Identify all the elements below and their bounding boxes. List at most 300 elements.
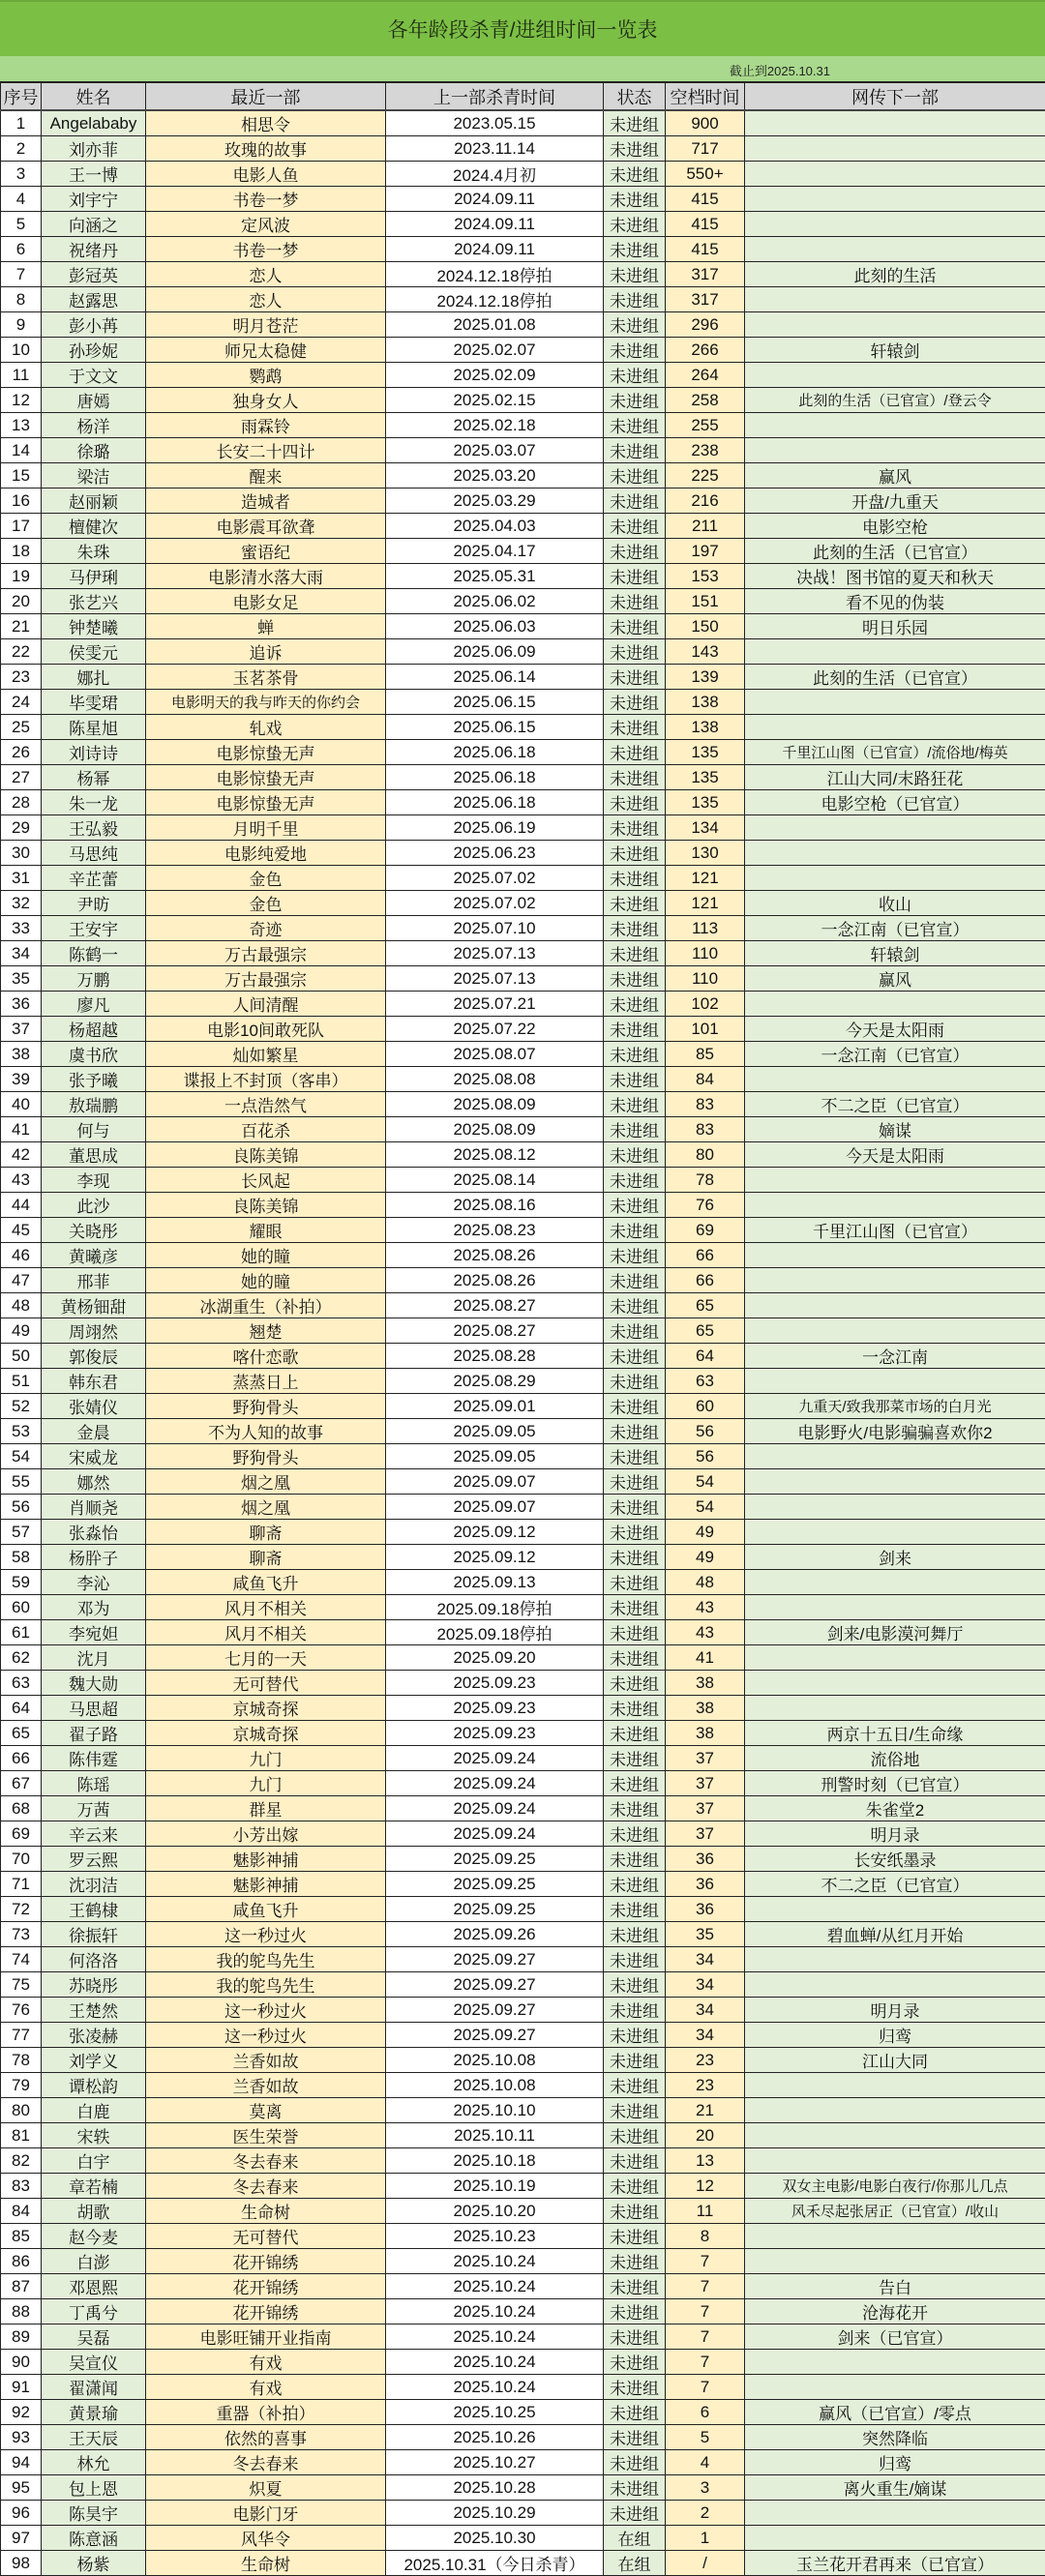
- cell-recent-work: 无可替代: [146, 1671, 386, 1696]
- cell-recent-work: 蝉: [146, 614, 386, 639]
- cell-seq: 70: [1, 1847, 42, 1872]
- cell-seq: 38: [1, 1042, 42, 1067]
- cell-gap-days: 38: [666, 1721, 745, 1746]
- cell-recent-work: 电影旺铺开业指南: [146, 2324, 386, 2350]
- cell-wrap-date: 2025.08.07: [386, 1042, 604, 1067]
- cell-name: 金晨: [42, 1419, 146, 1444]
- cell-status: 未进组: [604, 110, 666, 136]
- cell-status: 未进组: [604, 2048, 666, 2073]
- cell-next-work: 剑来/电影漠河舞厅: [745, 1620, 1045, 1645]
- cell-next-work: 朱雀堂2: [745, 1796, 1045, 1821]
- cell-recent-work: 风月不相关: [146, 1595, 386, 1620]
- cell-gap-days: 121: [666, 891, 745, 916]
- cell-gap-days: /: [666, 2551, 745, 2576]
- cell-gap-days: 110: [666, 941, 745, 966]
- cell-name: 于文文: [42, 363, 146, 388]
- cell-next-work: [745, 1318, 1045, 1344]
- cell-status: 未进组: [604, 1947, 666, 1972]
- cell-next-work: 沧海花开: [745, 2299, 1045, 2324]
- cell-status: 未进组: [604, 1972, 666, 1998]
- cell-status: 未进组: [604, 1369, 666, 1394]
- cell-wrap-date: 2025.09.23: [386, 1721, 604, 1746]
- table-row: [1, 916, 1045, 941]
- cell-wrap-date: 2025.07.21: [386, 992, 604, 1017]
- cell-next-work: 离火重生/嫡谋: [745, 2475, 1045, 2501]
- cell-recent-work: 冬去春来: [146, 2148, 386, 2174]
- cell-next-work: 一念江南: [745, 1344, 1045, 1369]
- cell-recent-work: 烟之凰: [146, 1469, 386, 1495]
- cell-gap-days: 296: [666, 312, 745, 338]
- cell-name: 万茜: [42, 1796, 146, 1821]
- cell-name: 侯雯元: [42, 639, 146, 665]
- cell-gap-days: 23: [666, 2073, 745, 2098]
- cell-recent-work: 追诉: [146, 639, 386, 665]
- cell-recent-work: 咸鱼飞升: [146, 1897, 386, 1922]
- cell-status: 未进组: [604, 388, 666, 413]
- cell-name: 苏晓彤: [42, 1972, 146, 1998]
- cell-recent-work: 独身女人: [146, 388, 386, 413]
- cell-recent-work: 电影纯爱地: [146, 841, 386, 866]
- cell-recent-work: 喀什恋歌: [146, 1344, 386, 1369]
- cell-wrap-date: 2025.09.01: [386, 1394, 604, 1419]
- cell-recent-work: 七月的一天: [146, 1645, 386, 1671]
- cell-wrap-date: 2025.06.03: [386, 614, 604, 639]
- cell-next-work: 流俗地: [745, 1746, 1045, 1771]
- cell-wrap-date: 2024.12.18停拍: [386, 262, 604, 287]
- cell-status: 未进组: [604, 1696, 666, 1721]
- cell-seq: 98: [1, 2551, 42, 2576]
- cell-seq: 3: [1, 162, 42, 187]
- cell-name: 徐璐: [42, 438, 146, 463]
- cell-seq: 60: [1, 1595, 42, 1620]
- schedule-table: [0, 81, 1045, 2576]
- cell-gap-days: 238: [666, 438, 745, 463]
- cell-next-work: 轩辕剑: [745, 338, 1045, 363]
- cell-gap-days: 7: [666, 2274, 745, 2299]
- cell-recent-work: 书卷一梦: [146, 237, 386, 262]
- cell-gap-days: 43: [666, 1595, 745, 1620]
- cell-next-work: 风禾尽起张居正（已官宣）/收山: [745, 2199, 1045, 2224]
- cell-gap-days: 135: [666, 765, 745, 790]
- cell-next-work: [745, 992, 1045, 1017]
- cell-name: 娜然: [42, 1469, 146, 1495]
- cell-name: 白澎: [42, 2249, 146, 2274]
- cell-status: 未进组: [604, 237, 666, 262]
- cell-gap-days: 153: [666, 564, 745, 589]
- cell-next-work: [745, 136, 1045, 162]
- table-row: [1, 690, 1045, 715]
- cell-seq: 18: [1, 539, 42, 564]
- cell-seq: 51: [1, 1369, 42, 1394]
- cell-next-work: [745, 2375, 1045, 2400]
- cell-wrap-date: 2025.10.11: [386, 2123, 604, 2148]
- cell-wrap-date: 2024.09.11: [386, 212, 604, 237]
- cell-recent-work: 电影人鱼: [146, 162, 386, 187]
- cell-recent-work: 花开锦绣: [146, 2249, 386, 2274]
- cell-gap-days: 317: [666, 287, 745, 312]
- table-row: [1, 1671, 1045, 1696]
- cell-recent-work: 兰香如故: [146, 2048, 386, 2073]
- cell-seq: 55: [1, 1469, 42, 1495]
- table-row: [1, 1947, 1045, 1972]
- cell-gap-days: 900: [666, 110, 745, 136]
- cell-seq: 73: [1, 1922, 42, 1947]
- cell-wrap-date: 2025.08.28: [386, 1344, 604, 1369]
- cell-seq: 1: [1, 110, 42, 136]
- cell-name: 关晓彤: [42, 1218, 146, 1243]
- cell-name: 董思成: [42, 1142, 146, 1168]
- cell-next-work: [745, 1520, 1045, 1545]
- cell-gap-days: 415: [666, 212, 745, 237]
- table-row: [1, 1142, 1045, 1168]
- cell-name: 刘学义: [42, 2048, 146, 2073]
- cell-status: 未进组: [604, 1545, 666, 1570]
- cell-gap-days: 135: [666, 790, 745, 815]
- cell-gap-days: 12: [666, 2174, 745, 2199]
- cell-name: 赵今麦: [42, 2224, 146, 2249]
- cell-seq: 6: [1, 237, 42, 262]
- cell-recent-work: 电影明天的我与昨天的你约会: [146, 690, 386, 715]
- cell-wrap-date: 2025.08.09: [386, 1117, 604, 1142]
- cell-next-work: [745, 1268, 1045, 1293]
- cell-gap-days: 78: [666, 1168, 745, 1193]
- cell-recent-work: 良陈美锦: [146, 1193, 386, 1218]
- cell-gap-days: 8: [666, 2224, 745, 2249]
- cell-seq: 56: [1, 1495, 42, 1520]
- cell-wrap-date: 2025.06.09: [386, 639, 604, 665]
- cell-gap-days: 36: [666, 1847, 745, 1872]
- cell-recent-work: 有戏: [146, 2375, 386, 2400]
- table-row: [1, 438, 1045, 463]
- cell-seq: 72: [1, 1897, 42, 1922]
- cell-recent-work: 聊斋: [146, 1545, 386, 1570]
- cell-gap-days: 6: [666, 2400, 745, 2425]
- table-row: [1, 1696, 1045, 1721]
- cell-status: 未进组: [604, 2274, 666, 2299]
- cell-wrap-date: 2025.06.15: [386, 690, 604, 715]
- cell-recent-work: 玫瑰的故事: [146, 136, 386, 162]
- cell-wrap-date: 2025.09.25: [386, 1897, 604, 1922]
- table-row: [1, 2098, 1045, 2123]
- cell-status: 未进组: [604, 564, 666, 589]
- cell-wrap-date: 2025.06.19: [386, 815, 604, 841]
- cell-recent-work: 我的鸵鸟先生: [146, 1972, 386, 1998]
- table-row: [1, 2425, 1045, 2450]
- cell-wrap-date: 2025.09.26: [386, 1922, 604, 1947]
- cell-wrap-date: 2025.09.18停拍: [386, 1595, 604, 1620]
- cell-next-work: 轩辕剑: [745, 941, 1045, 966]
- cell-next-work: [745, 237, 1045, 262]
- cell-recent-work: 恋人: [146, 262, 386, 287]
- cell-gap-days: 7: [666, 2375, 745, 2400]
- cell-name: 杨超越: [42, 1017, 146, 1042]
- cell-wrap-date: 2025.09.24: [386, 1796, 604, 1821]
- cell-gap-days: 717: [666, 136, 745, 162]
- cell-gap-days: 7: [666, 2324, 745, 2350]
- cell-recent-work: 电影惊蛰无声: [146, 740, 386, 765]
- cell-seq: 52: [1, 1394, 42, 1419]
- table-row: [1, 363, 1045, 388]
- table-row: [1, 2274, 1045, 2299]
- cell-wrap-date: 2025.03.29: [386, 489, 604, 514]
- cell-seq: 83: [1, 2174, 42, 2199]
- cell-name: 黄杨钿甜: [42, 1293, 146, 1318]
- cell-status: 未进组: [604, 2073, 666, 2098]
- cell-gap-days: 101: [666, 1017, 745, 1042]
- cell-seq: 30: [1, 841, 42, 866]
- cell-gap-days: 85: [666, 1042, 745, 1067]
- cell-gap-days: 66: [666, 1243, 745, 1268]
- table-row: [1, 312, 1045, 338]
- cell-next-work: 赢风（已官宣）/零点: [745, 2400, 1045, 2425]
- cell-wrap-date: 2025.09.05: [386, 1419, 604, 1444]
- cell-seq: 67: [1, 1771, 42, 1796]
- cell-seq: 4: [1, 187, 42, 212]
- table-row: [1, 489, 1045, 514]
- cell-status: 未进组: [604, 1243, 666, 1268]
- cell-next-work: 玉兰花开君再来（已官宣）: [745, 2551, 1045, 2576]
- cell-recent-work: 灿如繁星: [146, 1042, 386, 1067]
- cell-status: 未进组: [604, 2199, 666, 2224]
- cell-wrap-date: 2025.09.23: [386, 1696, 604, 1721]
- cell-wrap-date: 2025.09.12: [386, 1520, 604, 1545]
- cell-status: 未进组: [604, 1595, 666, 1620]
- cell-recent-work: 九门: [146, 1771, 386, 1796]
- cell-seq: 47: [1, 1268, 42, 1293]
- cell-seq: 74: [1, 1947, 42, 1972]
- cell-gap-days: 139: [666, 665, 745, 690]
- cell-gap-days: 264: [666, 363, 745, 388]
- cell-status: 未进组: [604, 614, 666, 639]
- cell-status: 未进组: [604, 262, 666, 287]
- cell-next-work: [745, 639, 1045, 665]
- cell-seq: 23: [1, 665, 42, 690]
- cell-status: 未进组: [604, 1671, 666, 1696]
- cell-name: 王一博: [42, 162, 146, 187]
- cell-next-work: 突然降临: [745, 2425, 1045, 2450]
- cell-status: 未进组: [604, 2123, 666, 2148]
- cell-name: 刘亦菲: [42, 136, 146, 162]
- cell-seq: 97: [1, 2526, 42, 2551]
- cell-seq: 48: [1, 1293, 42, 1318]
- cell-seq: 69: [1, 1821, 42, 1847]
- cell-status: 未进组: [604, 2299, 666, 2324]
- cell-next-work: [745, 212, 1045, 237]
- cell-status: 未进组: [604, 1318, 666, 1344]
- cell-wrap-date: 2025.10.24: [386, 2350, 604, 2375]
- cell-status: 未进组: [604, 312, 666, 338]
- cell-seq: 11: [1, 363, 42, 388]
- cell-next-work: [745, 1193, 1045, 1218]
- cell-wrap-date: 2025.10.24: [386, 2375, 604, 2400]
- cell-recent-work: 良陈美锦: [146, 1142, 386, 1168]
- cell-status: 未进组: [604, 514, 666, 539]
- cell-wrap-date: 2025.06.18: [386, 790, 604, 815]
- cell-status: 未进组: [604, 1796, 666, 1821]
- cell-status: 未进组: [604, 2249, 666, 2274]
- cell-next-work: [745, 1444, 1045, 1469]
- cell-gap-days: 550+: [666, 162, 745, 187]
- table-row: [1, 1117, 1045, 1142]
- cell-gap-days: 20: [666, 2123, 745, 2148]
- cell-wrap-date: 2025.02.15: [386, 388, 604, 413]
- table-row: [1, 110, 1045, 136]
- cell-gap-days: 54: [666, 1495, 745, 1520]
- cell-name: 钟楚曦: [42, 614, 146, 639]
- cell-next-work: [745, 2249, 1045, 2274]
- cell-recent-work: 风华令: [146, 2526, 386, 2551]
- cell-name: 梁洁: [42, 463, 146, 489]
- cell-wrap-date: 2025.10.26: [386, 2425, 604, 2450]
- cell-gap-days: 36: [666, 1897, 745, 1922]
- cell-gap-days: 69: [666, 1218, 745, 1243]
- header-next-work: 网传下一部: [745, 82, 1045, 110]
- cell-next-work: [745, 1369, 1045, 1394]
- table-row: [1, 237, 1045, 262]
- cell-gap-days: 225: [666, 463, 745, 489]
- cell-seq: 81: [1, 2123, 42, 2148]
- table-row: [1, 539, 1045, 564]
- cell-seq: 27: [1, 765, 42, 790]
- header-wrap-date: 上一部杀青时间: [386, 82, 604, 110]
- cell-name: 刘宇宁: [42, 187, 146, 212]
- cell-name: 尹昉: [42, 891, 146, 916]
- cell-seq: 87: [1, 2274, 42, 2299]
- cell-status: 未进组: [604, 1168, 666, 1193]
- table-row: [1, 2526, 1045, 2551]
- cell-wrap-date: 2025.09.27: [386, 1947, 604, 1972]
- cell-recent-work: 电影门牙: [146, 2501, 386, 2526]
- cell-name: 敖瑞鹏: [42, 1092, 146, 1117]
- cell-name: 张予曦: [42, 1067, 146, 1092]
- cell-name: 陈伟霆: [42, 1746, 146, 1771]
- cell-gap-days: 415: [666, 187, 745, 212]
- cell-name: 李沁: [42, 1570, 146, 1595]
- cell-wrap-date: 2025.05.31: [386, 564, 604, 589]
- table-row: [1, 1821, 1045, 1847]
- cell-name: 万鹏: [42, 966, 146, 992]
- cell-gap-days: 5: [666, 2425, 745, 2450]
- cell-status: 未进组: [604, 2501, 666, 2526]
- cell-wrap-date: 2025.10.23: [386, 2224, 604, 2249]
- table-row: [1, 1469, 1045, 1495]
- cell-status: 未进组: [604, 1469, 666, 1495]
- cell-status: 未进组: [604, 765, 666, 790]
- cell-next-work: 收山: [745, 891, 1045, 916]
- table-row: [1, 1495, 1045, 1520]
- cell-seq: 92: [1, 2400, 42, 2425]
- cell-recent-work: 烟之凰: [146, 1495, 386, 1520]
- table-row: [1, 941, 1045, 966]
- cell-status: 未进组: [604, 1897, 666, 1922]
- cell-seq: 65: [1, 1721, 42, 1746]
- cell-gap-days: 43: [666, 1620, 745, 1645]
- cell-name: 魏大勋: [42, 1671, 146, 1696]
- cell-name: 赵丽颖: [42, 489, 146, 514]
- table-row: [1, 1771, 1045, 1796]
- table-row: [1, 715, 1045, 740]
- cell-name: 邓恩熙: [42, 2274, 146, 2299]
- cell-next-work: 赢风: [745, 463, 1045, 489]
- cell-seq: 34: [1, 941, 42, 966]
- cell-wrap-date: 2025.08.29: [386, 1369, 604, 1394]
- cell-gap-days: 63: [666, 1369, 745, 1394]
- cell-name: 何与: [42, 1117, 146, 1142]
- cell-name: 此沙: [42, 1193, 146, 1218]
- table-title: 各年龄段杀青/进组时间一览表: [0, 0, 1045, 56]
- cell-next-work: 刑警时刻（已官宣）: [745, 1771, 1045, 1796]
- table-row: [1, 2299, 1045, 2324]
- table-row: [1, 992, 1045, 1017]
- cell-seq: 5: [1, 212, 42, 237]
- cell-wrap-date: 2025.06.14: [386, 665, 604, 690]
- table-row: [1, 1218, 1045, 1243]
- cell-wrap-date: 2023.05.15: [386, 110, 604, 136]
- cell-gap-days: 197: [666, 539, 745, 564]
- cell-seq: 88: [1, 2299, 42, 2324]
- cell-name: 祝绪丹: [42, 237, 146, 262]
- cell-next-work: [745, 287, 1045, 312]
- table-row: [1, 2023, 1045, 2048]
- cell-recent-work: 小芳出嫁: [146, 1821, 386, 1847]
- cell-recent-work: 野狗骨头: [146, 1444, 386, 1469]
- cell-next-work: 长安纸墨录: [745, 1847, 1045, 1872]
- cell-name: Angelababy: [42, 110, 146, 136]
- cell-next-work: [745, 2350, 1045, 2375]
- cell-next-work: 此刻的生活（已官宣）/登云令: [745, 388, 1045, 413]
- table-row: [1, 639, 1045, 665]
- cell-gap-days: 37: [666, 1821, 745, 1847]
- cell-name: 胡歌: [42, 2199, 146, 2224]
- table-row: [1, 891, 1045, 916]
- cell-gap-days: 7: [666, 2299, 745, 2324]
- table-row: [1, 1017, 1045, 1042]
- cell-wrap-date: 2025.06.18: [386, 740, 604, 765]
- cell-name: 王楚然: [42, 1998, 146, 2023]
- cell-gap-days: 110: [666, 966, 745, 992]
- cell-name: 唐嫣: [42, 388, 146, 413]
- table-body: [1, 110, 1045, 2576]
- cell-gap-days: 34: [666, 1972, 745, 1998]
- cell-recent-work: 野狗骨头: [146, 1394, 386, 1419]
- cell-status: 未进组: [604, 2375, 666, 2400]
- cell-recent-work: 造城者: [146, 489, 386, 514]
- cell-next-work: [745, 1469, 1045, 1495]
- cell-next-work: 明月录: [745, 1821, 1045, 1847]
- cell-next-work: 归鸾: [745, 2023, 1045, 2048]
- table-row: [1, 413, 1045, 438]
- cell-gap-days: 150: [666, 614, 745, 639]
- cell-seq: 37: [1, 1017, 42, 1042]
- cell-next-work: [745, 312, 1045, 338]
- cell-wrap-date: 2025.09.27: [386, 1998, 604, 2023]
- cell-name: 丁禹兮: [42, 2299, 146, 2324]
- table-row: [1, 2224, 1045, 2249]
- cell-wrap-date: 2025.09.23: [386, 1671, 604, 1696]
- cell-recent-work: 这一秒过火: [146, 1998, 386, 2023]
- cell-next-work: [745, 2123, 1045, 2148]
- cell-seq: 45: [1, 1218, 42, 1243]
- cell-name: 马思超: [42, 1696, 146, 1721]
- cell-next-work: 电影空枪: [745, 514, 1045, 539]
- cell-name: 李现: [42, 1168, 146, 1193]
- cell-next-work: 此刻的生活（已官宣）: [745, 539, 1045, 564]
- cell-name: 郭俊辰: [42, 1344, 146, 1369]
- cell-recent-work: 有戏: [146, 2350, 386, 2375]
- cell-wrap-date: 2024.09.11: [386, 237, 604, 262]
- cell-recent-work: 恋人: [146, 287, 386, 312]
- cell-seq: 77: [1, 2023, 42, 2048]
